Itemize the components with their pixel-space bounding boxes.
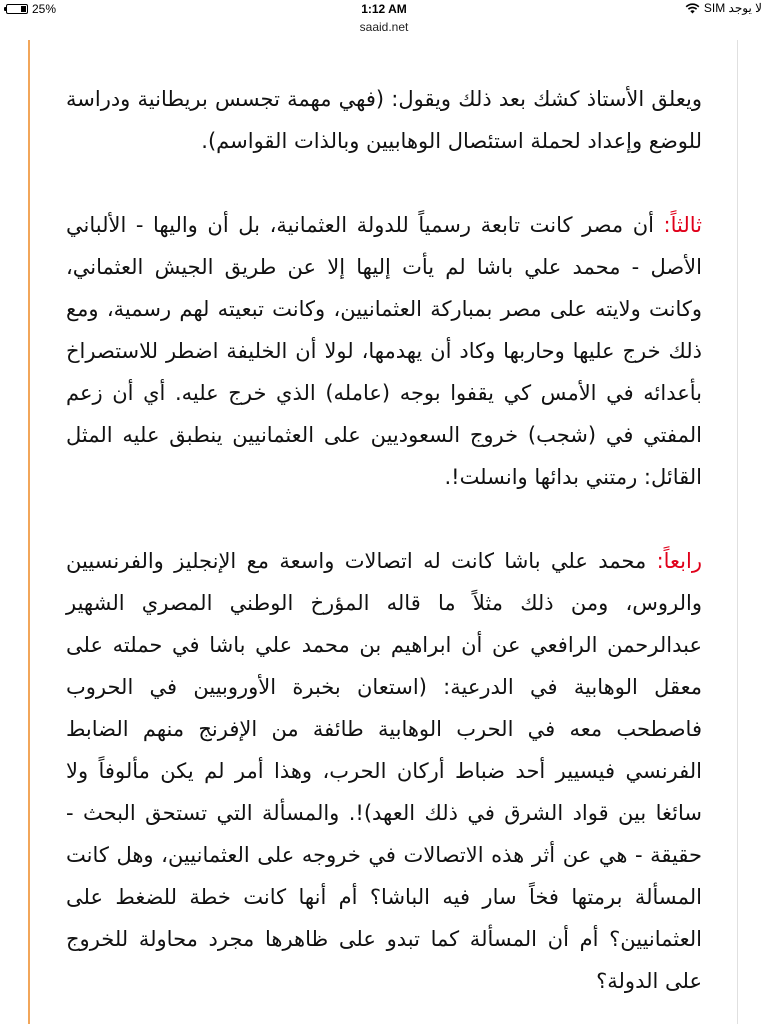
page-border-right	[737, 40, 738, 1024]
battery-percent: 25%	[32, 2, 57, 16]
paragraph-lead: رابعاً:	[656, 549, 702, 573]
carrier-label: لا يوجد SIM	[703, 1, 762, 15]
paragraph-2	[66, 204, 702, 498]
paragraph-text: ويعلق الأستاذ كشك بعد ذلك ويقول: (فهي مهمة تجسس بريطانية ودراسة للوضع وإعداد لحملة استئصال الوهابيين وبالذات القواسم).	[66, 87, 702, 153]
paragraph-lead: ثالثاً:	[663, 213, 702, 237]
article-body	[66, 78, 702, 1002]
paragraph-1	[66, 78, 702, 162]
clock: 1:12 AM	[361, 2, 407, 16]
paragraph-3	[66, 540, 702, 1002]
page-border-left	[28, 40, 30, 1024]
paragraph-text: أن مصر كانت تابعة رسمياً للدولة العثمانية، بل أن واليها - الألباني الأصل - محمد علي باشا لم يأت إليها إلا عن طريق الجيش العثماني، وكانت ولايته على مصر بمباركة العثمانيين، وكانت تبعيته لهم رسمية، ومع ذلك خرج عليها وحاربها وكاد أن يهدمها، لولا أن الخليفة اضطر للاستصراخ بأعدائه في الأمس كي يقفوا بوجه (عامله) الذي خرج عليه. أي أن زعم المفتي في (شجب) خروج السعوديين على العثمانيين ينطبق عليه المثل القائل: رمتني بدائها وانسلت!.	[66, 213, 702, 489]
wifi-icon	[685, 3, 700, 14]
paragraph-text: محمد علي باشا كانت له اتصالات واسعة مع الإنجليز والفرنسيين والروس، ومن ذلك مثلاً ما قاله المؤرخ الوطني المصري الشهير عبدالرحمن الرافعي عن أن ابراهيم بن محمد علي باشا في حملته على معقل الوهابية في الدرعية: (استعان بخبرة الأوروبيين في الحروب فاصطحب معه في الحرب الوهابية طائفة من الإفرنج منهم الضابط الفرنسي فيسيير أحد ضباط أركان الحرب، وهذا أمر لم يكن مألوفاً ولا سائغا بين قواد الشرق في ذلك العهد)!. والمسألة التي تستحق البحث - حقيقة - هي عن أثر هذه الاتصالات في خروجه على العثمانيين، وهل كانت المسألة برمتها فخاً سار فيه الباشا؟ أم أنها كانت خطة للضغط على العثمانيين؟ أم أن المسألة كما تبدو على ظاهرها مجرد محاولة للخروج على الدولة؟	[66, 549, 702, 993]
carrier-indicator	[685, 1, 762, 15]
status-bar	[0, 0, 768, 20]
url-bar[interactable]: saaid.net	[359, 20, 409, 34]
